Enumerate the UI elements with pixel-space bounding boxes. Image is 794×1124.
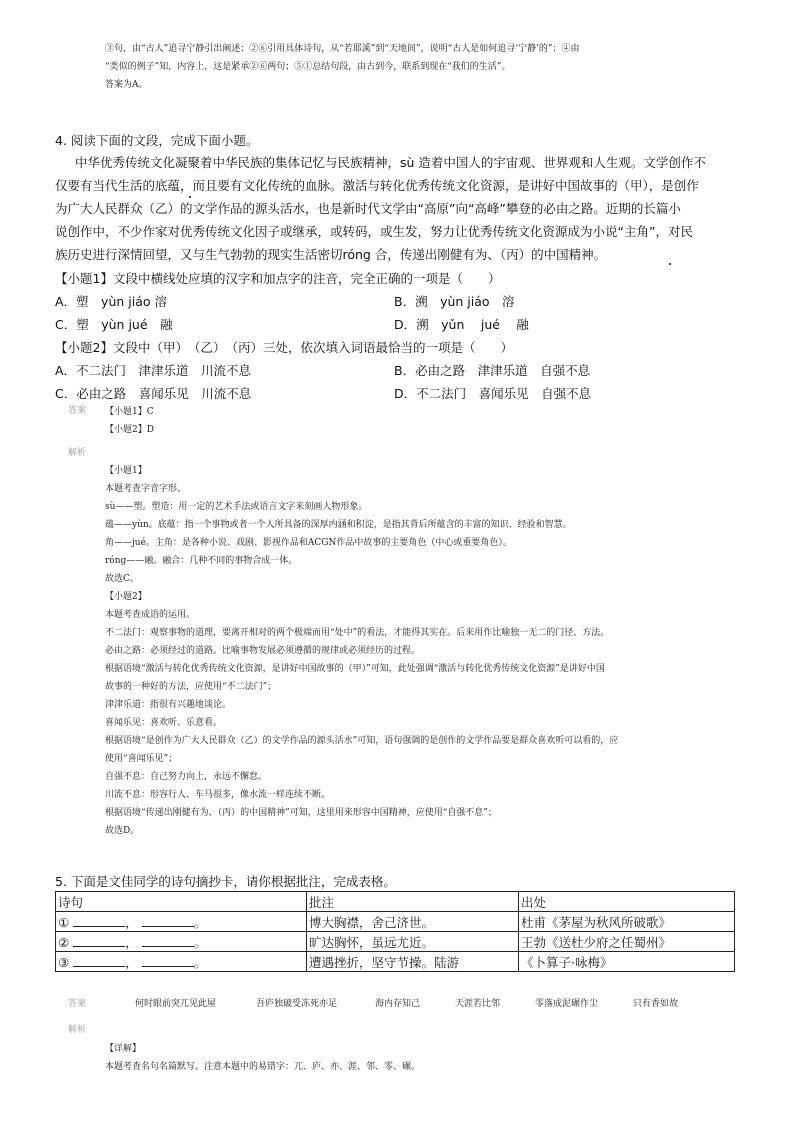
analysis-line: sù——塑。塑造：用一定的艺术手法或语言文字来刻画人物形象。 bbox=[105, 502, 368, 512]
answer-blank[interactable] bbox=[73, 955, 125, 967]
q4-sub1-option-a: A．塑 yùn jiáo 溶 bbox=[55, 294, 167, 309]
note-cell: 遭遇挫折，坚守节操。陆游 bbox=[307, 952, 519, 972]
source-cell: 《卜算子·咏梅》 bbox=[519, 952, 735, 972]
table-header: 批注 bbox=[307, 892, 519, 912]
analysis-line: 故选D。 bbox=[105, 826, 140, 836]
separator: ， bbox=[125, 934, 138, 950]
q4-sub1-option-b: B．溯 yùn jiáo 溶 bbox=[394, 294, 515, 309]
q4-sub2-question: 【小题2】文段中（甲） （乙） （丙）三处，依次填入词语最恰当的一项是（ ） bbox=[55, 340, 513, 355]
q4-sub1-option-d: D．溯 yǔn jué 融 bbox=[394, 317, 529, 332]
q4-sub2-option-a: A．不二法门 津津乐道 川流不息 bbox=[55, 363, 252, 378]
source-cell: 王勃《送杜少府之任蜀州》 bbox=[519, 932, 735, 952]
q4-title: 4. 阅读下面的文段，完成下面小题。 bbox=[55, 133, 259, 148]
analysis-line: 故事的一种好的方法，应使用“不二法门”； bbox=[105, 682, 277, 692]
analysis-line: 角——jué。主角：是各种小说、戏剧、影视作品和ACGN作品中故事的主要角色（中心或重要角色）。 bbox=[105, 538, 512, 548]
analysis-line: 自强不息：自己努力向上，永远不懈怠。 bbox=[105, 772, 268, 782]
analysis-line: 使用“喜闻乐见”； bbox=[105, 754, 178, 764]
q4-analysis bbox=[105, 462, 618, 840]
table-row bbox=[56, 952, 735, 972]
answer-blank[interactable] bbox=[73, 915, 125, 927]
analysis-line: 根据语境“是创作为广大人民群众（乙）的文学作品的源头活水”可知，语句强调的是创作的文学作品要是群众喜欢听可以看的，应 bbox=[105, 736, 619, 746]
analysis-line: 【小题2】 bbox=[105, 592, 147, 602]
q5-analysis-label: 解析 bbox=[68, 1025, 87, 1035]
table-header: 出处 bbox=[519, 892, 735, 912]
analysis-line: 根据语境“传递出刚健有为、（丙）的中国精神”可知，这里用来形容中国精神，应使用“自强不息”； bbox=[105, 808, 497, 818]
poem-cell bbox=[56, 932, 307, 952]
q5-answer-item: 天涯若比邻 bbox=[455, 999, 501, 1009]
note-cell: 旷达胸怀，虽远尤近。 bbox=[307, 932, 519, 952]
analysis-line: 不二法门：观察事物的道理，要离开相对的两个极端而用“处中”的看法，才能得其实在。后来用作比喻独一无二的门径、方法。 bbox=[105, 628, 610, 638]
separator: ， bbox=[125, 954, 138, 970]
analysis-line: 根据语境“激活与转化优秀传统文化资源，是讲好中国故事的（甲）”可知，此处强调“激活与转化优秀传统文化资源”是讲好中国 bbox=[105, 664, 605, 674]
top-line-2: “类似的例子”知，内容上，这是紧承②⑥两句；⑤①总结句段，由古到今，联系到现在“我们的生活”。 bbox=[105, 62, 511, 72]
emphasis-dot bbox=[189, 196, 191, 198]
analysis-line: róng——融。融合：几种不同的事物合成一体。 bbox=[105, 556, 298, 566]
analysis-line: 【小题1】 bbox=[105, 466, 147, 476]
terminator: 。 bbox=[193, 954, 207, 970]
analysis-line: 故选C。 bbox=[105, 574, 139, 584]
table-header: 诗句 bbox=[56, 892, 307, 912]
q4-answer-1: 【小题1】C bbox=[105, 407, 154, 417]
analysis-line: 川流不息：形容行人、车马很多，像水流一样连续不断。 bbox=[105, 790, 331, 800]
analysis-line: 本题考查成语的运用。 bbox=[105, 610, 196, 620]
note-cell: 博大胸襟，舍己济世。 bbox=[307, 912, 519, 932]
q4-para-5: 族历史进行深情回望，又与生气勃勃的现实生活密切róng 合，传递出刚健有为、（丙）的中国精神。 bbox=[55, 247, 607, 262]
q4-sub2-option-d: D．不二法门 喜闻乐见 自强不息 bbox=[394, 386, 592, 401]
row-number: ① bbox=[58, 914, 70, 930]
q5-table bbox=[55, 891, 735, 972]
analysis-line: 蕴——yùn。底蕴：指一个事物或者一个人所具备的深厚内涵和积淀，是指其背后所蕴含的丰富的知识、经验和智慧。 bbox=[105, 520, 572, 530]
analysis-line: 津津乐道：指很有兴趣地谈论。 bbox=[105, 700, 232, 710]
table-row bbox=[56, 912, 735, 932]
source-cell: 杜甫《茅屋为秋风所破歌》 bbox=[519, 912, 735, 932]
q4-analysis-label: 解析 bbox=[68, 448, 87, 458]
separator: ， bbox=[125, 914, 138, 930]
q4-sub1-option-c: C．塑 yùn jué 融 bbox=[55, 317, 173, 332]
q4-answer-2: 【小题2】D bbox=[105, 425, 154, 435]
answer-blank[interactable] bbox=[142, 915, 194, 927]
answer-blank[interactable] bbox=[73, 935, 125, 947]
q5-detail: 本题考查名句名篇默写。注意本题中的易错字：兀、庐、亦、涯、邻、零、碾。 bbox=[105, 1062, 421, 1072]
table-row bbox=[56, 932, 735, 952]
q4-para-4: 说创作中，不少作家对优秀传统文化因子或继承，或转码，或生发，努力让优秀传统文化资源成为小说“主角”，对民 bbox=[55, 224, 693, 239]
q4-answer-label: 答案 bbox=[68, 406, 87, 416]
answer-blank[interactable] bbox=[142, 935, 194, 947]
analysis-line: 本题考查字音字形。 bbox=[105, 484, 187, 494]
table-header-row bbox=[56, 892, 735, 912]
q5-answer-item: 零落成泥碾作尘 bbox=[535, 999, 599, 1009]
terminator: 。 bbox=[193, 914, 207, 930]
q5-answer-item: 只有香如故 bbox=[633, 999, 679, 1009]
q4-sub1-question: 【小题1】文段中横线处应填的汉字和加点字的注音，完全正确的一项是（ ） bbox=[55, 271, 501, 286]
analysis-line: 喜闻乐见：喜欢听、乐意看。 bbox=[105, 718, 223, 728]
q5-detail-label: 【详解】 bbox=[105, 1044, 142, 1054]
q5-answer-item: 海内存知己 bbox=[375, 999, 421, 1009]
q4-para-1: 中华优秀传统文化凝聚着中华民族的集体记忆与民族精神，sù 造着中国人的宇宙观、世界观和人生观。文学创作不 bbox=[75, 155, 706, 170]
q5-answer-item: 何时眼前突兀见此屋 bbox=[135, 999, 217, 1009]
q4-para-3: 为广大人民群众（乙）的文学作品的源头活水，也是新时代文学由“高原”向“高峰”攀登的必由之路。近期的长篇小 bbox=[55, 201, 681, 216]
poem-cell bbox=[56, 912, 307, 932]
row-number: ② bbox=[58, 934, 70, 950]
row-number: ③ bbox=[58, 954, 70, 970]
poem-cell bbox=[56, 952, 307, 972]
answer-blank[interactable] bbox=[142, 955, 194, 967]
q5-title: 5. 下面是文佳同学的诗句摘抄卡，请你根据批注，完成表格。 bbox=[55, 874, 396, 889]
q5-answer-item: 吾庐独破受冻死亦足 bbox=[256, 999, 338, 1009]
terminator: 。 bbox=[193, 934, 207, 950]
q4-sub2-option-b: B．必由之路 津津乐道 自强不息 bbox=[394, 363, 591, 378]
q4-sub2-option-c: C．必由之路 喜闻乐见 川流不息 bbox=[55, 386, 252, 401]
emphasis-dot bbox=[669, 263, 671, 265]
analysis-line: 必由之路：必须经过的道路。比喻事物发展必须遵循的规律或必须经历的过程。 bbox=[105, 646, 421, 656]
top-line-1: ③句，由“古人”追寻宁静引出阐述；②⑥引用具体诗句，从“若耶溪”到“天地间”，说明“古人是如何追寻‘宁静’的”；④由 bbox=[105, 44, 580, 54]
q5-answer-label: 答案 bbox=[68, 999, 87, 1009]
top-line-3: 答案为A。 bbox=[105, 80, 148, 90]
q4-para-2: 仅要有当代生活的底蕴，而且要有文化传统的血脉。激活与转化优秀传统文化资源，是讲好中国故事的（甲），是创作 bbox=[55, 178, 699, 193]
